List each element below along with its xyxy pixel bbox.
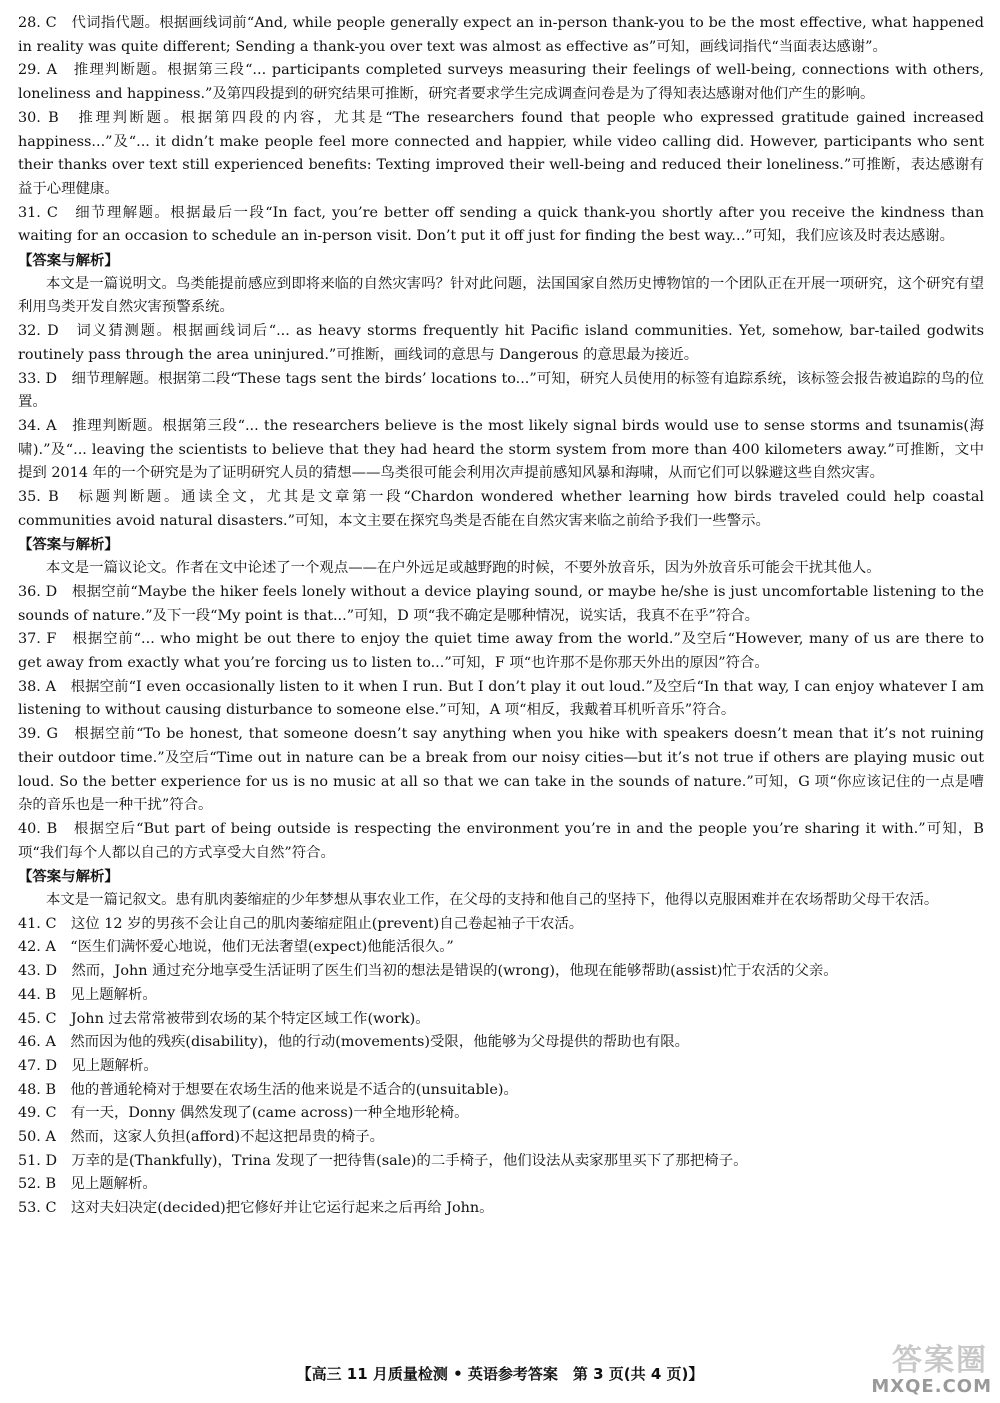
answer-item: 40. B 根据空后“But part of being outside is respecting the environment you’re in and the people you’re sharing it with.”可知，B 项“我们每个人都以自己的方式享受大自然”符合。: [18, 820, 989, 861]
answer-item: 51. D 万幸的是(Thankfully)，Trina 发现了一把待售(sale)的二手椅子，他们设法从卖家那里买下了那把椅子。: [18, 1152, 748, 1169]
answer-item: 45. C John 过去常常被带到农场的某个特定区域工作(work)。: [18, 1010, 430, 1027]
answer-item: 46. A 然而因为他的残疾(disability)，他的行动(movements)受限，他能够为父母提供的帮助也有限。: [18, 1034, 690, 1051]
watermark-logo: [842, 1335, 992, 1397]
watermark-site-text: MXQE.COM: [871, 1376, 992, 1397]
answer-item: 39. G 根据空前“To be honest, that someone doesn’t say anything when you hike with speakers doesn’t mean that it’s not ruining their outdoor time.”及空后“Time out in nature can be a break from our noisy cities—but it’s not true if others are playing music out loud. So the better experience for us is no music at all so that we can take in the sounds of nature.”可知，G 项“你应该记住的一点是嘈杂的音乐也是一种干扰”符合。: [18, 726, 989, 814]
passage-summary: 本文是一篇记叙文。患有肌肉萎缩症的少年梦想从事农业工作，在父母的支持和他自己的坚持下，他得以克服困难并在农场帮助父母干农活。: [46, 892, 939, 909]
answer-item: 32. D 词义猜测题。根据画线词后“... as heavy storms frequently hit Pacific island communities. Yet, somehow, bar-tailed godwits routinely pass through the area uninjured.”可推断，画线词的意思与 Dangerous 的意思最为接近。: [18, 323, 989, 363]
answer-item: 43. D 然而，John 通过充分地享受生活证明了医生们当初的想法是错误的(wrong)，他现在能够帮助(assist)忙于农活的父亲。: [18, 963, 838, 980]
answer-item: 48. B 他的普通轮椅对于想要在农场生活的他来说是不适合的(unsuitable)。: [18, 1081, 518, 1098]
answer-item: 37. F 根据空前“... who might be out there to enjoy the quiet time away from the world.”及空后“However, many of us are there to get away from exactly what you’re forcing us to listen to...”可知，F 项“也许那不是你那天外出的原因”符合。: [18, 631, 989, 671]
answer-item: 29. A 推理判断题。根据第三段“... participants completed surveys measuring their feelings of well-being, connections with others, loneliness and happiness.”及第四段提到的研究结果可推断，研究者要求学生完成调查问卷是为了得知表达感谢对他们产生的影响。: [18, 62, 989, 103]
answer-item: 42. A “医生们满怀爱心地说，他们无法奢望(expect)他能活很久。”: [18, 939, 454, 956]
page-footer: 【高三 11 月质量检测 • 英语参考答案 第 3 页(共 4 页)】: [296, 1365, 704, 1383]
answer-content: [18, 12, 989, 1221]
answer-item: 44. B 见上题解析。: [18, 986, 157, 1003]
answer-item: 52. B 见上题解析。: [18, 1176, 157, 1193]
answer-item: 41. C 这位 12 岁的男孩不会让自己的肌肉萎缩症阻止(prevent)自己卷起袖子干农活。: [18, 915, 584, 932]
answer-item: 31. C 细节理解题。根据最后一段“In fact, you’re better off sending a quick thank-you shortly after you receive the kindness than waiting for an occasion to schedule an in-person visit. Don’t put it off just for finding the best way...”可知，我们应该及时表达感谢。: [18, 204, 989, 245]
answer-item: 28. C 代词指代题。根据画线词前“And, while people generally expect an in-person thank-you to be the most effective, what happened in reality was quite different; Sending a thank-you over text was almost as effective as”可知，画线词指代“当面表达感谢”。: [18, 15, 989, 55]
answer-item: 38. A 根据空前“I even occasionally listen to it when I run. But I don’t play it out loud.”及空后“In that way, I can enjoy whatever I am listening to without causing disturbance to someone else.”可知，A 项“相反，我戴着耳机听音乐”符合。: [18, 678, 989, 719]
passage-summary: 本文是一篇说明文。鸟类能提前感应到即将来临的自然灾害吗？针对此问题，法国国家自然历史博物馆的一个团队正在开展一项研究，这个研究有望利用鸟类开发自然灾害预警系统。: [18, 275, 984, 316]
answer-item: 53. C 这对夫妇决定(decided)把它修好并让它运行起来之后再给 John。: [18, 1200, 494, 1217]
answer-item: 50. A 然而，这家人负担(afford)不起这把昂贵的椅子。: [18, 1129, 385, 1146]
answer-item: 30. B 推理判断题。根据第四段的内容，尤其是“The researchers found that people who expressed gratitude gained increased happiness...”及“... it didn’t make people feel more connected and happier, while video calling did. However, participants who sent their thanks over text still experienced benefits: Texting improved their well-being and reduced their loneliness.”可推断，表达感谢有益于心理健康。: [18, 109, 989, 197]
passage-summary: 本文是一篇议论文。作者在文中论述了一个观点——在户外远足或越野跑的时候，不要外放音乐，因为外放音乐可能会干扰其他人。: [46, 560, 881, 577]
answer-item: 33. D 细节理解题。根据第二段“These tags sent the birds’ locations to...”可知，研究人员使用的标签有追踪系统，该标签会报告被追踪的鸟的位置。: [18, 370, 984, 411]
answer-item: 35. B 标题判断题。通读全文，尤其是文章第一段“Chardon wondered whether learning how birds traveled could help coastal communities avoid natural disasters.”可知，本文主要在探究鸟类是否能在自然灾害来临之前给予我们一些警示。: [18, 489, 989, 529]
section-header: 【答案与解析】: [18, 868, 119, 886]
section-header: 【答案与解析】: [18, 252, 119, 270]
watermark-logo-text: 答案圈: [892, 1343, 988, 1378]
answer-item: 47. D 见上题解析。: [18, 1057, 158, 1074]
answer-item: 49. C 有一天，Donny 偶然发现了(came across)一种全地形轮椅。: [18, 1105, 469, 1122]
answer-item: 34. A 推理判断题。根据第三段“... the researchers believe is the most likely signal birds would use to sense storms and tsunamis(海啸).”及“... leaving the scientists to believe that they had heard the storm system from more than 400 kilometers away.”可推断，文中提到 2014 年的一个研究是为了证明研究人员的猜想——鸟类很可能会利用次声提前感知风暴和海啸，从而它们可以躲避这些自然灾害。: [18, 417, 984, 482]
section-header: 【答案与解析】: [18, 536, 119, 554]
answer-item: 36. D 根据空前“Maybe the hiker feels lonely without a device playing sound, or maybe he/she is just uncomfortable listening to the sounds of nature.”及下一段“My point is that...”可知，D 项“我不确定是哪种情况，说实话，我真不在乎”符合。: [18, 583, 989, 624]
